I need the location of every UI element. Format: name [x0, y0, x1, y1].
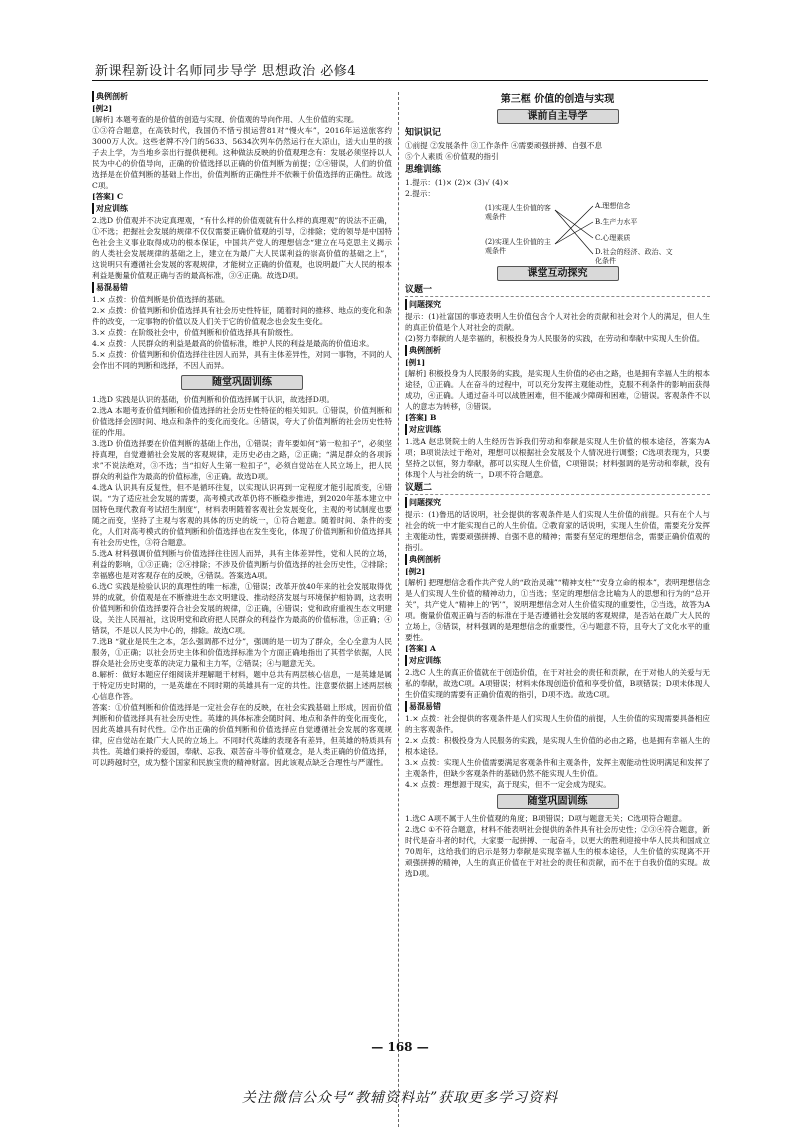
- solution-item: 7.选B “就业是民生之本，怎么强调都不过分”，强调的是一切为了群众，全心全意为人民服务，①正确；以社会历史主体和价值选择标准为个方面正确地指出了其哲学依据，人民群众是社会历史变革的决定力量和主力军，②错误；④与题意无关。: [92, 637, 392, 668]
- solution-item: 4.选A 认识具有反复性，但不是循环往复，以实现认识再到一定程度才能引起质变，④错误。“为了适应社会发展的需要，高考模式改革仍将不断稳步推进，到2020年基本建立中国特色现代教育考试招生制度”，材料表明随着客观社会发展变化，主观的考试制度也要随之而变，坚持了主观与客观的具体的历史的统一，①符合题意。随着时间、条件的变化，人们对高考模式的价值判断和价值选择也在发生变化，体现了价值判断和价值选择具有社会历史性，③符合题意。: [92, 483, 392, 547]
- prompt-line: (2)努力奉献的人是幸福的，积极投身为人民服务的实践，在劳动和奉献中实现人生价值。: [405, 334, 705, 343]
- consolidation-list: [92, 394, 392, 768]
- solution-item: 8.解析：做好本题应仔细阅读并理解题干材料，题中总共有两层核心信息，一是英雄是属于特定历史时期的，一是英雄在不同时期的英雄具有一定的共性。注意要依据上述两层核心信息作答。: [92, 670, 392, 701]
- section-tag: 典例剖析: [405, 554, 443, 565]
- analysis-line: [解析] 本题考查的是价值的创造与实现、价值观的导向作用、人生价值的实现。: [92, 115, 359, 124]
- section-tag: 典例剖析: [405, 345, 443, 356]
- example-label: [例2]: [92, 104, 113, 113]
- exercise-item: 2.选C 人生的真正价值就在于创造价值，在于对社会的责任和贡献，在于对他人的关爱与无私的奉献，故选C项。A项错误；材料未体现创造价值和享受价值，B项错误；D项未体现人生价值实现的需要有正确价值观的指引，D项不选。故选C项。: [405, 668, 710, 699]
- section-tag: 问题探究: [405, 299, 443, 310]
- analysis-line: [解析] 把理想信念看作共产党人的“政治灵魂”“精神支柱”“安身立命的根本”，表明理想信念是人们实现人生价值的精神动力，①当选；坚定的理想信念比喻为人的思想和行为的“总开关”，共产党人“精神上的‘钙’”，说明理想信念对人生价值实现的重要性，②当选，故答为A项。衡量价值观正确与否的标准在于是否遵循社会发展的客观规律，是否站在最广大人民的立场上，③错误，材料强调的是理想信念的重要性，④与题意不符，且夸大了文化水平的重要性。: [405, 578, 711, 642]
- matching-diagram: [485, 202, 685, 265]
- diagram-node: (2)实现人生价值的主观条件: [485, 238, 551, 255]
- pitfall-item: 4.× 点拨：人民群众的利益是最高的价值标准，维护人民的利益是最高的价值追求。: [92, 339, 374, 348]
- right-column: [405, 90, 710, 879]
- diagram-node: D.社会的经济、政治、文化条件: [595, 248, 673, 265]
- thinking-answer: 1.提示：(1)× (2)× (3)√ (4)×: [405, 178, 510, 187]
- section-tag: 易混易错: [405, 701, 443, 712]
- section-banner: 随堂巩固训练: [181, 375, 303, 390]
- solution-item: 2.选C ①不符合题意，材料不能表明社会提供的条件具有社会历史性；②③④符合题意，新时代是奋斗者的时代，大家要一起拼搏、一起奋斗，以更大的胜利迎接中华人民共和国成立70周年，这给我们的启示是努力奉献是实现幸福人生的根本途径，人生价值的实现离不开顽强拼搏的精神，人生的真正价值在于对社会的责任和贡献，而不在于自我价值的实现。故选D项。: [405, 825, 710, 878]
- pitfall-item: 4.× 点拨：理想源于现实，高于现实，但不一定会成为现实。: [405, 780, 611, 789]
- section-tag: 易混易错: [92, 282, 130, 293]
- prompt-line: 提示：(1)鲁迅的话说明，社会提供的客观条件是人们实现人生价值的前提。只有在个人与社会的统一中才能实现自己的人生价值。②教育家的话说明，实现人生价值，需要充分发挥主观能动性，需要顽强拼搏、自强不息的精神；需要有坚定的理想信念，需要正确价值观的指引。: [405, 510, 710, 552]
- exercise-item: 1.选A 赵忠贤院士的人生经历告诉我们劳动和奉献是实现人生价值的根本途径，答案为A项；B项说法过于绝对，理想可以根据社会发展及个人情况进行调整；C选项表现为，只要坚持之以恒，努力奉献，都可以实现人生价值，C项错误；材料强调的是劳动和奉献，没有体现个人与社会的统一，D项不符合题意。: [405, 437, 710, 479]
- pitfall-item: 2.× 点拨：价值判断和价值选择具有社会历史性特征，随着时间的推移、地点的变化和条件的改变，一定事物的价值以及人们关于它的价值观念也会发生变化。: [92, 306, 392, 326]
- answer-label: [答案] B: [405, 413, 437, 422]
- solution-item: 3.选D 价值选择要在价值判断的基础上作出，①错误；青年要如何“第一粒扣子”，必须坚持真理，自觉遵循社会发展的客观规律，走历史必由之路，②正确；“满足群众的各项诉求”不说法绝对，③不选；当“扣好人生第一粒扣子”，必须自觉站在人民立场上，把人民群众的利益作为最高的价值标准，④正确。故选D项。: [92, 439, 392, 481]
- pitfall-item: 5.× 点拨：价值判断和价值选择往往因人而异，具有主体差异性，对同一事物，不同的人会作出不同的判断和选择，不因人而异。: [92, 350, 392, 370]
- left-column: [92, 90, 392, 768]
- pitfall-item: 3.× 点拨：在阶级社会中，价值判断和价值选择具有阶级性。: [92, 328, 298, 337]
- solution-item: 1.选C A项不属于人生价值观的角度；B项错误；D项与题意无关；C选项符合题意。: [405, 814, 687, 823]
- thinking-answer: 2.提示：: [405, 189, 436, 198]
- solution-item: 答案：①价值判断和价值选择是一定社会存在的反映，在社会实践基础上形成，因而价值判断和价值选择具有社会历史性。英雄的具体标准会随时间、地点和条件的变化而变化，因此英雄具有时代性。②作出正确的价值判断和价值选择应自觉遵循社会发展的客观规律，应自觉站在最广大人民的立场上。不同时代英雄的表现各有差异，但英雄的特质具有共性。英雄们秉持的爱国，奉献、忘我、艰苦奋斗等价值观念，是人类正确的价值选择，可以跨越时空，成为整个国家和民族宝贵的精神财富。因此该观点缺乏合理性与严谨性。: [92, 703, 392, 767]
- pitfall-item: 3.× 点拨：实现人生价值需要满足客观条件和主观条件，发挥主观能动性说明满足和发挥了主观条件，但缺少客观条件的基础仍然不能实现人生价值。: [405, 758, 710, 778]
- diagram-node: (1)实现人生价值的客观条件: [485, 204, 551, 221]
- pitfall-item: 2.× 点拨：积极投身为人民服务的实践，是实现人生价值的必由之路，也是拥有幸福人生的根本途径。: [405, 736, 710, 756]
- analysis-block: [92, 114, 392, 191]
- column-divider: [398, 92, 399, 1127]
- solution-item: 1.选D 实践是认识的基础，价值判断和价值选择属于认识，故选择D项。: [92, 395, 335, 404]
- section-tag: 问题探究: [405, 497, 443, 508]
- section-banner: 课前自主导学: [497, 109, 619, 124]
- header-rule: [92, 80, 708, 81]
- section-tag: 对应训练: [405, 424, 443, 435]
- prompt-line: 提示：(1)社富国的事迹表明人生价值包含个人对社会的贡献和社会对个人的满足，但人生的真正价值是个人对社会的贡献。: [405, 312, 710, 332]
- diagram-node: B.生产力水平: [595, 218, 638, 226]
- solution-item: 5.选A 材料强调价值判断与价值选择往往因人而异，具有主体差异性，党和人民的立场，利益的影响，①③正确；②④排除；不涉及价值判断与价值选择的社会历史性，②排除；幸福感也是对客观存在的反映，④错误。答案选A项。: [92, 549, 392, 580]
- section-tag: 对应训练: [405, 655, 443, 666]
- section-tag: 典例剖析: [92, 91, 130, 102]
- topic-title: 议题二: [405, 483, 710, 495]
- section-title: 第三框 价值的创造与实现: [500, 94, 615, 105]
- answer-label: [答案] C: [92, 192, 124, 201]
- footer-note: 关注微信公众号“教辅资料站”获取更多学习资料: [241, 1090, 559, 1106]
- diagram-node: A.理想信念: [595, 202, 631, 210]
- section-tag: 对应训练: [92, 203, 130, 214]
- section-banner: 随堂巩固训练: [497, 794, 619, 809]
- pitfall-item: 1.× 点拨：价值判断是价值选择的基础。: [92, 295, 230, 304]
- example-label: [例2]: [405, 567, 426, 576]
- solution-item: 2.选A 本题考查价值判断和价值选择的社会历史性特征的相关知识。①错误，价值判断和价值选择会因时间、地点和条件的变化而变化。④错误，夸大了价值判断的社会历史性特征的作用。: [92, 406, 392, 437]
- analysis-line: [解析] 积极投身为人民服务的实践，是实现人生价值的必由之路，也是拥有幸福人生的根本途径，①正确。人在奋斗的过程中，可以充分发挥主观能动性，克服不利条件的影响而获得成功，④正确。人通过奋斗可以战胜困难，但不能减少障碍和困难，②错误。客观条件不以人的意志为转移，③错误。: [405, 369, 710, 411]
- diagram-node: C.心理素质: [595, 234, 631, 242]
- knowledge-line: ⑤个人素质 ⑥价值观的指引: [405, 152, 499, 161]
- knowledge-line: ①前提 ②发展条件 ③工作条件 ④需要顽强拼搏、自强不息: [405, 141, 603, 150]
- subsection-title: 思维训练: [405, 165, 442, 175]
- topic-title: 议题一: [405, 285, 710, 297]
- pitfall-list: [92, 294, 392, 371]
- solution-item: 6.选C 实践是检验认识的真理性的唯一标准，①错误；改革开放40年来的社会发展取得优异的成就，价值观是在不断推进生态文明建设、推动经济发展与环境保护相协调，这表明价值判断和价值选择要符合社会发展的规律，②正确，④错误；党和政府重视生态文明建设，关注人民福祉，这说明党和政府把人民群众的利益作为最高的价值标准，③正确；④错误，不是以人民为中心的，排除。故选C项。: [92, 582, 392, 635]
- exercise-item: 2.选D 价值观并不决定真理观，“有什么样的价值观就有什么样的真理观”的说法不正确，①不选；把握社会发展的规律不仅仅需要正确价值观的引导，②排除；党的领导是中国特色社会主义事业取得成功的根本保证，中国共产党人的理想信念“建立在马克思主义揭示的人类社会发展规律的基础之上，建立在为最广大人民谋利益的崇高价值的基础之上”，这说明只有遵循社会发展的客观规律，才能树立正确的价值观，也说明最广大人民的根本利益是衡量价值观正确与否的最高标准，③④正确。故选D项。: [92, 216, 392, 280]
- page-number: — 168 —: [371, 1040, 429, 1054]
- section-banner: 课堂互动探究: [497, 266, 619, 281]
- pitfall-item: 1.× 点拨：社会提供的客观条件是人们实现人生价值的前提，人生价值的实现需要具备相应的主客观条件。: [405, 714, 710, 734]
- running-header: 新课程新设计名师同步导学 思想政治 必修4: [95, 64, 357, 79]
- subsection-title: 知识识记: [405, 128, 442, 138]
- analysis-line: ①③符合题意，在高铁时代，我国仍不惜亏损运营81对“慢火车”，2016年运送旅客约3000万人次。这些老牌不冷门的5633、5634次列车仍然运行在大凉山，送大山里的孩子去上学，为当地乡亲出行提供便利。这种做法反映的价值观理念有：发展必须坚持以人民为中心的价值导向，正确的价值选择以正确的价值判断为前提；②④错误，人们的价值选择是在价值判断的基础上作出，价值判断的正确性并不依赖于价值选择的正确性。故选C项。: [92, 126, 392, 190]
- example-label: [例1]: [405, 358, 426, 367]
- answer-label: [答案] A: [405, 644, 436, 653]
